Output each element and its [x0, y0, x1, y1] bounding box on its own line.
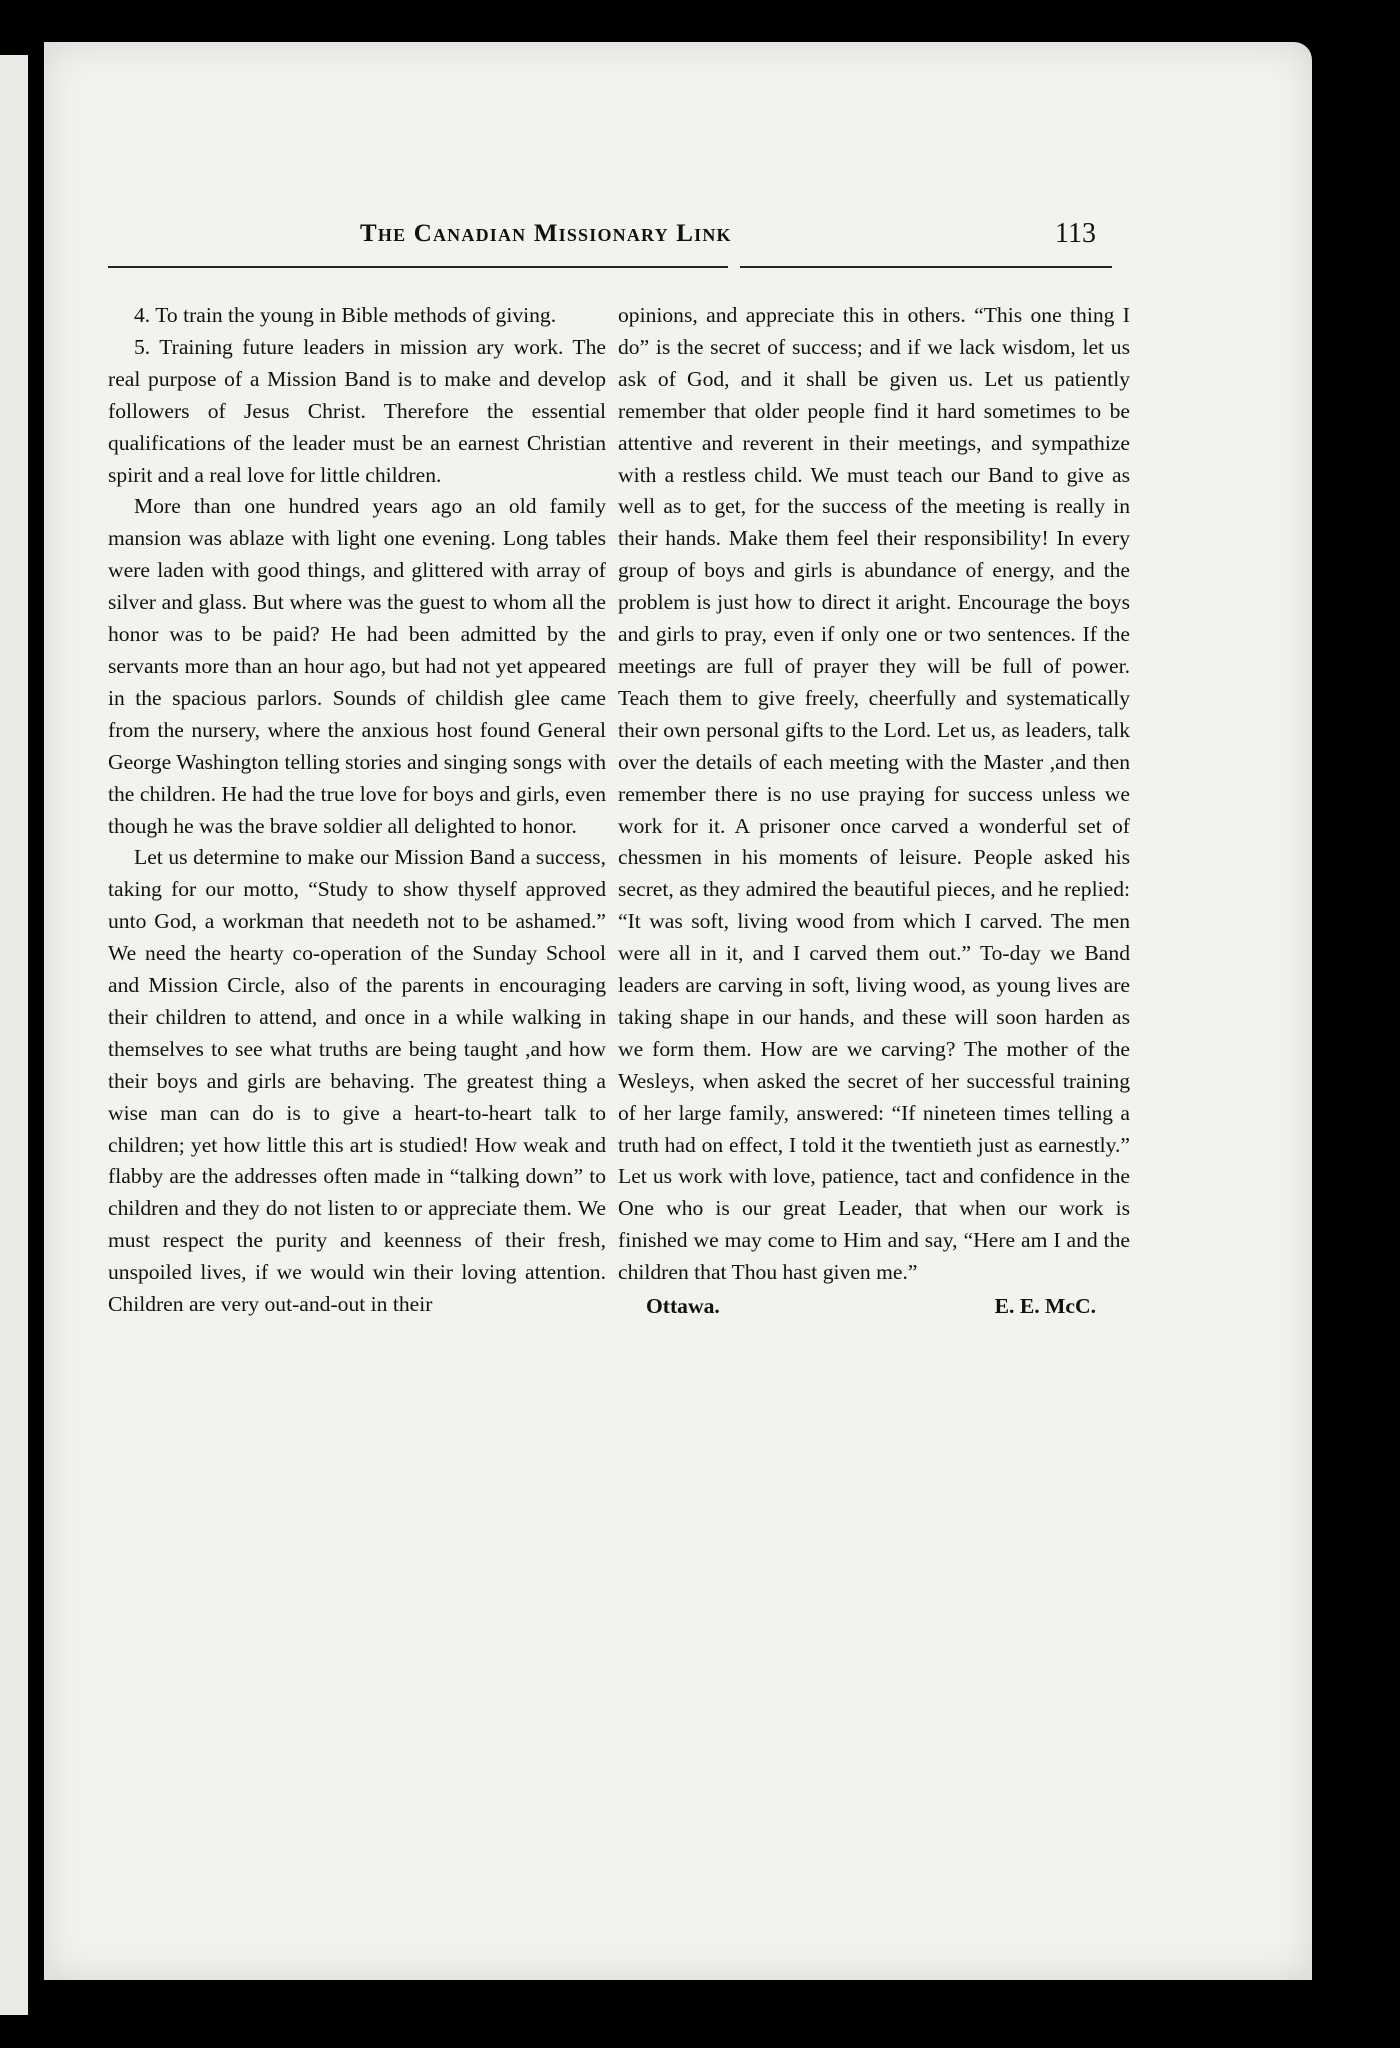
header-rule-right: [740, 266, 1112, 268]
facing-page-edge: [0, 55, 28, 2015]
page-header: [310, 220, 1110, 260]
paragraph-continued: opinions, and appreciate this in others. “This one thing I do” is the secret of success; and if we lack wisdom, let us ask of God, and it shall be given us. Let us patiently remember that older people find it hard sometimes to be attentive and reverent in their meetings, and sympathize with a restless child. We must teach our Band to give as well as to get, for the success of the meeting is really in their hands. Make them feel their responsibility! In every group of boys and girls is abundance of energy, and the problem is just how to direct it aright. Encourage the boys and girls to pray, even if only one or two sentences. If the meetings are full of prayer they will be full of power. Teach them to give freely, cheerfully and systematically their own personal gifts to the Lord. Let us, as leaders, talk over the details of each meeting with the Master ,and then remember there is no use praying for success unless we work for it. A prisoner once carved a wonderful set of chessmen in his moments of leisure. People asked his secret, as they admired the beautiful pieces, and he replied: “It was soft, living wood from which I carved. The men were all in it, and I carved them out.” To-day we Band leaders are carving in soft, living wood, as young lives are taking shape in our hands, and these will soon harden as we form them. How are we carving? The mother of the Wesleys, when asked the secret of her successful training of her large family, answered: “If nineteen times telling a truth had on effect, I told it the twentieth just as earnestly.” Let us work with love, patience, tact and confidence in the One who is our great Leader, that when our work is finished we may come to Him and say, “Here am I and the children that Thou hast given me.”: [618, 303, 1130, 1285]
page-number: 113: [1055, 218, 1096, 249]
place-name: Ottawa.: [646, 1294, 720, 1319]
paragraph-item-4: 4. To train the young in Bible methods of giving.: [134, 303, 557, 327]
left-column: [108, 300, 606, 1321]
author-initials: E. E. McC.: [994, 1294, 1096, 1319]
running-title: The Canadian Missionary Link: [360, 220, 732, 247]
paragraph-item-5: 5. Training future leaders in mission ary work. The real purpose of a Mission Band is to make and develop followers of Jesus Christ. Therefore the essential qualifications of the leader must be an earnest Christian spirit and a real love for little children.: [108, 334, 606, 487]
header-rule-left: [108, 266, 728, 268]
paragraph-mission-band: Let us determine to make our Mission Band a success, taking for our motto, “Study to show thyself approved unto God, a workman that needeth not to be ashamed.” We need the hearty co-operation of the Sunday School and Mission Circle, also of the parents in encouraging their children to attend, and once in a while walking in themselves to see what truths are being taught ,and how their boys and girls are behaving. The greatest thing a wise man can do is to give a heart-to-heart talk to children; yet how little this art is studied! How weak and flabby are the addresses often made in “talking down” to children and they do not listen to or appreciate them. We must respect the purity and keenness of their fresh, unspoiled lives, if we would win their loving attention. Children are very out-and-out in their: [108, 845, 606, 1317]
right-column: [618, 300, 1130, 1323]
paragraph-washington-story: More than one hundred years ago an old family mansion was ablaze with light one evening. Long tables were laden with good things, and glittered with array of silver and glass. But where was the guest to whom all the honor was to be paid? He had been admitted by the servants more than an hour ago, but had not yet appeared in the spacious parlors. Sounds of childish glee came from the nursery, where the anxious host found General George Washington telling stories and singing songs with the children. He had the true love for boys and girls, even though he was the brave soldier all delighted to honor.: [108, 494, 606, 838]
signature-line: [618, 1291, 1130, 1323]
